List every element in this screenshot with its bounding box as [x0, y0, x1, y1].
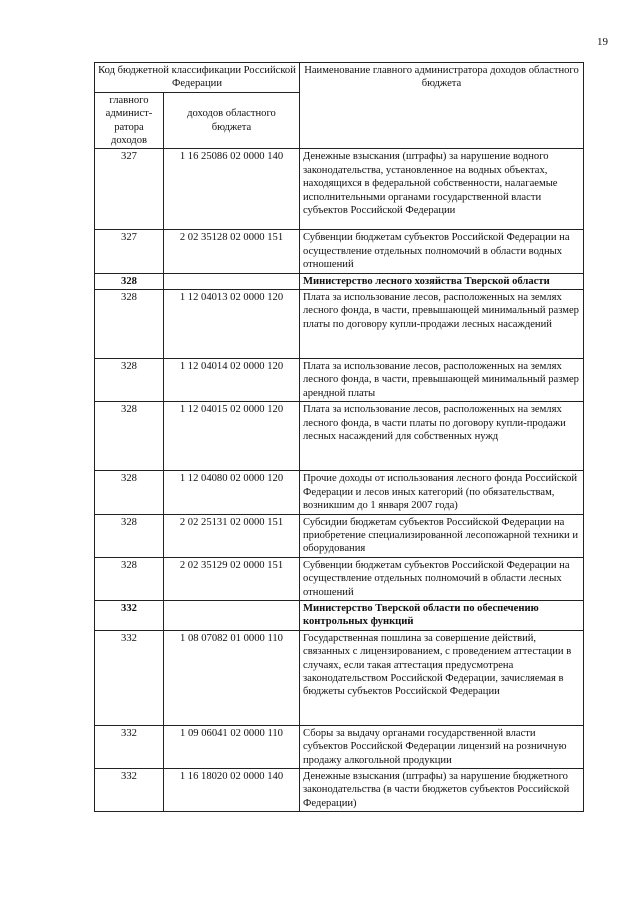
name-cell: Плата за использование лесов, расположенных на землях лесного фонда, в части, превышающей минимальный размер платы по договору купли-продажи лесных насаждений	[300, 290, 584, 359]
table-row	[95, 359, 584, 402]
table-row	[95, 557, 584, 600]
name-cell: Субвенции бюджетам субъектов Российской Федерации на осуществление отдельных полномочий в области лесных отношений	[300, 557, 584, 600]
budget-code-cell: 2 02 35129 02 0000 151	[164, 557, 300, 600]
admin-code-cell: 327	[95, 230, 164, 273]
budget-code-cell: 1 16 18020 02 0000 140	[164, 768, 300, 811]
name-cell: Плата за использование лесов, расположенных на землях лесного фонда, в части платы по договору купли-продажи лесных насаждений для собственных нужд	[300, 402, 584, 471]
ministry-row	[95, 273, 584, 289]
header-name-column: Наименование главного администратора доходов областного бюджета	[300, 63, 584, 149]
table-row	[95, 149, 584, 230]
name-cell: Субсидии бюджетам субъектов Российской Федерации на приобретение специализированной лесопожарной техники и оборудования	[300, 514, 584, 557]
admin-code-cell: 328	[95, 290, 164, 359]
budget-code-cell: 2 02 25131 02 0000 151	[164, 514, 300, 557]
name-cell: Прочие доходы от использования лесного фонда Российской Федерации и лесов иных категорий (по обязательствам, возникшим до 1 января 2007 года)	[300, 471, 584, 514]
name-cell: Денежные взыскания (штрафы) за нарушение бюджетного законодательства (в части бюджетов субъектов Российской Федерации)	[300, 768, 584, 811]
admin-code-cell: 332	[95, 630, 164, 725]
admin-code-cell: 328	[95, 273, 164, 289]
budget-code-cell	[164, 273, 300, 289]
name-cell: Плата за использование лесов, расположенных на землях лесного фонда, в части, превышающей минимальный размер арендной платы	[300, 359, 584, 402]
admin-code-cell: 332	[95, 725, 164, 768]
budget-code-cell: 2 02 35128 02 0000 151	[164, 230, 300, 273]
ministry-name-cell: Министерство лесного хозяйства Тверской области	[300, 273, 584, 289]
budget-code-cell: 1 12 04013 02 0000 120	[164, 290, 300, 359]
table-row	[95, 630, 584, 725]
budget-code-cell: 1 08 07082 01 0000 110	[164, 630, 300, 725]
ministry-name-cell: Министерство Тверской области по обеспечению контрольных функций	[300, 600, 584, 630]
header-admin-column: главного админист-ратора доходов	[95, 92, 164, 149]
header-group-title: Код бюджетной классификации Российской Федерации	[95, 63, 300, 93]
admin-code-cell: 328	[95, 471, 164, 514]
admin-code-cell: 328	[95, 359, 164, 402]
admin-code-cell: 327	[95, 149, 164, 230]
admin-code-cell: 328	[95, 514, 164, 557]
page-number: 19	[597, 36, 608, 48]
admin-code-cell: 328	[95, 402, 164, 471]
table-row	[95, 290, 584, 359]
table-row	[95, 230, 584, 273]
budget-code-cell: 1 12 04014 02 0000 120	[164, 359, 300, 402]
admin-code-cell: 332	[95, 600, 164, 630]
header-budget-column: доходов областного бюджета	[164, 92, 300, 149]
budget-code-cell	[164, 600, 300, 630]
table-row	[95, 514, 584, 557]
budget-code-cell: 1 12 04015 02 0000 120	[164, 402, 300, 471]
budget-code-cell: 1 12 04080 02 0000 120	[164, 471, 300, 514]
table-row	[95, 768, 584, 811]
name-cell: Сборы за выдачу органами государственной власти субъектов Российской Федерации лицензий на розничную продажу алкогольной продукции	[300, 725, 584, 768]
table-row	[95, 471, 584, 514]
admin-code-cell: 328	[95, 557, 164, 600]
admin-code-cell: 332	[95, 768, 164, 811]
table-row	[95, 402, 584, 471]
name-cell: Государственная пошлина за совершение действий, связанных с лицензированием, с проведением аттестации в случаях, если такая аттестация предусмотрена законодательством Российской Федерации, зачисляемая в бюджеты субъектов Российской Федерации	[300, 630, 584, 725]
ministry-row	[95, 600, 584, 630]
name-cell: Денежные взыскания (штрафы) за нарушение водного законодательства, установленное на водных объектах, находящихся в федеральной собственности, налагаемые исполнительными органами государственной власти субъектов Российской Федерации	[300, 149, 584, 230]
budget-code-cell: 1 16 25086 02 0000 140	[164, 149, 300, 230]
table-row	[95, 725, 584, 768]
name-cell: Субвенции бюджетам субъектов Российской Федерации на осуществление отдельных полномочий в области водных отношений	[300, 230, 584, 273]
budget-code-cell: 1 09 06041 02 0000 110	[164, 725, 300, 768]
budget-classification-table	[94, 62, 584, 812]
